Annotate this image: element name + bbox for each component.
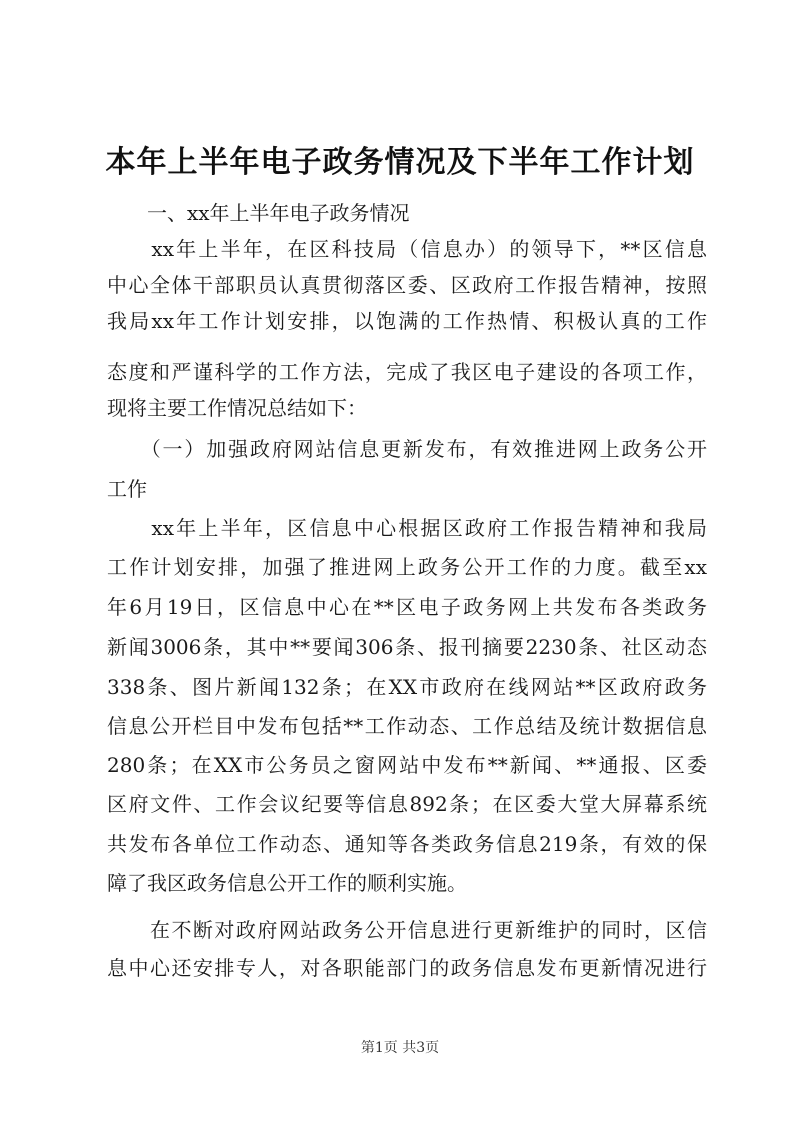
body-line: 在不断对政府网站政务公开信息进行更新维护的同时，区信	[107, 918, 707, 942]
body-line: 工作计划安排，加强了推进网上政务公开工作的力度。截至xx	[107, 555, 707, 579]
body-line: 共发布各单位工作动态、通知等各类政务信息219条，有效的保	[107, 832, 707, 856]
document-title: 本年上半年电子政务情况及下半年工作计划	[105, 145, 695, 180]
body-line: 息中心还安排专人，对各职能部门的政务信息发布更新情况进行	[107, 956, 707, 980]
body-line: 338条、图片新闻132条；在XX市政府在线网站**区政府政务	[107, 675, 707, 699]
body-line: 新闻3006条，其中**要闻306条、报刊摘要2230条、社区动态	[107, 635, 707, 659]
subsection-heading: （一）加强政府网站信息更新发布，有效推进网上政务公开	[107, 437, 707, 461]
body-line: 中心全体干部职员认真贯彻落区委、区政府工作报告精神，按照	[107, 273, 707, 297]
body-line: 280条；在XX市公务员之窗网站中发布**新闻、**通报、区委	[107, 753, 707, 777]
body-line: 区府文件、工作会议纪要等信息892条；在区委大堂大屏幕系统	[107, 792, 707, 816]
body-line: 我局xx年工作计划安排，以饱满的工作热情、积极认真的工作	[107, 309, 707, 333]
body-line: 态度和严谨科学的工作方法，完成了我区电子建设的各项工作，	[107, 360, 707, 384]
page-footer: 第1页 共3页	[360, 1040, 440, 1056]
subsection-heading-cont: 工作	[107, 477, 147, 501]
body-line: 障了我区政务信息公开工作的顺利实施。	[107, 871, 467, 895]
body-line: 现将主要工作情况总结如下：	[107, 396, 367, 420]
body-line: 信息公开栏目中发布包括**工作动态、工作总结及统计数据信息	[107, 714, 707, 738]
body-line: xx年上半年，区信息中心根据区政府工作报告精神和我局	[107, 516, 707, 540]
section-heading: 一、xx年上半年电子政务情况	[107, 201, 410, 225]
body-line: xx年上半年，在区科技局（信息办）的领导下，**区信息	[107, 237, 707, 261]
body-line: 年6月19日，区信息中心在**区电子政务网上共发布各类政务	[107, 595, 707, 619]
